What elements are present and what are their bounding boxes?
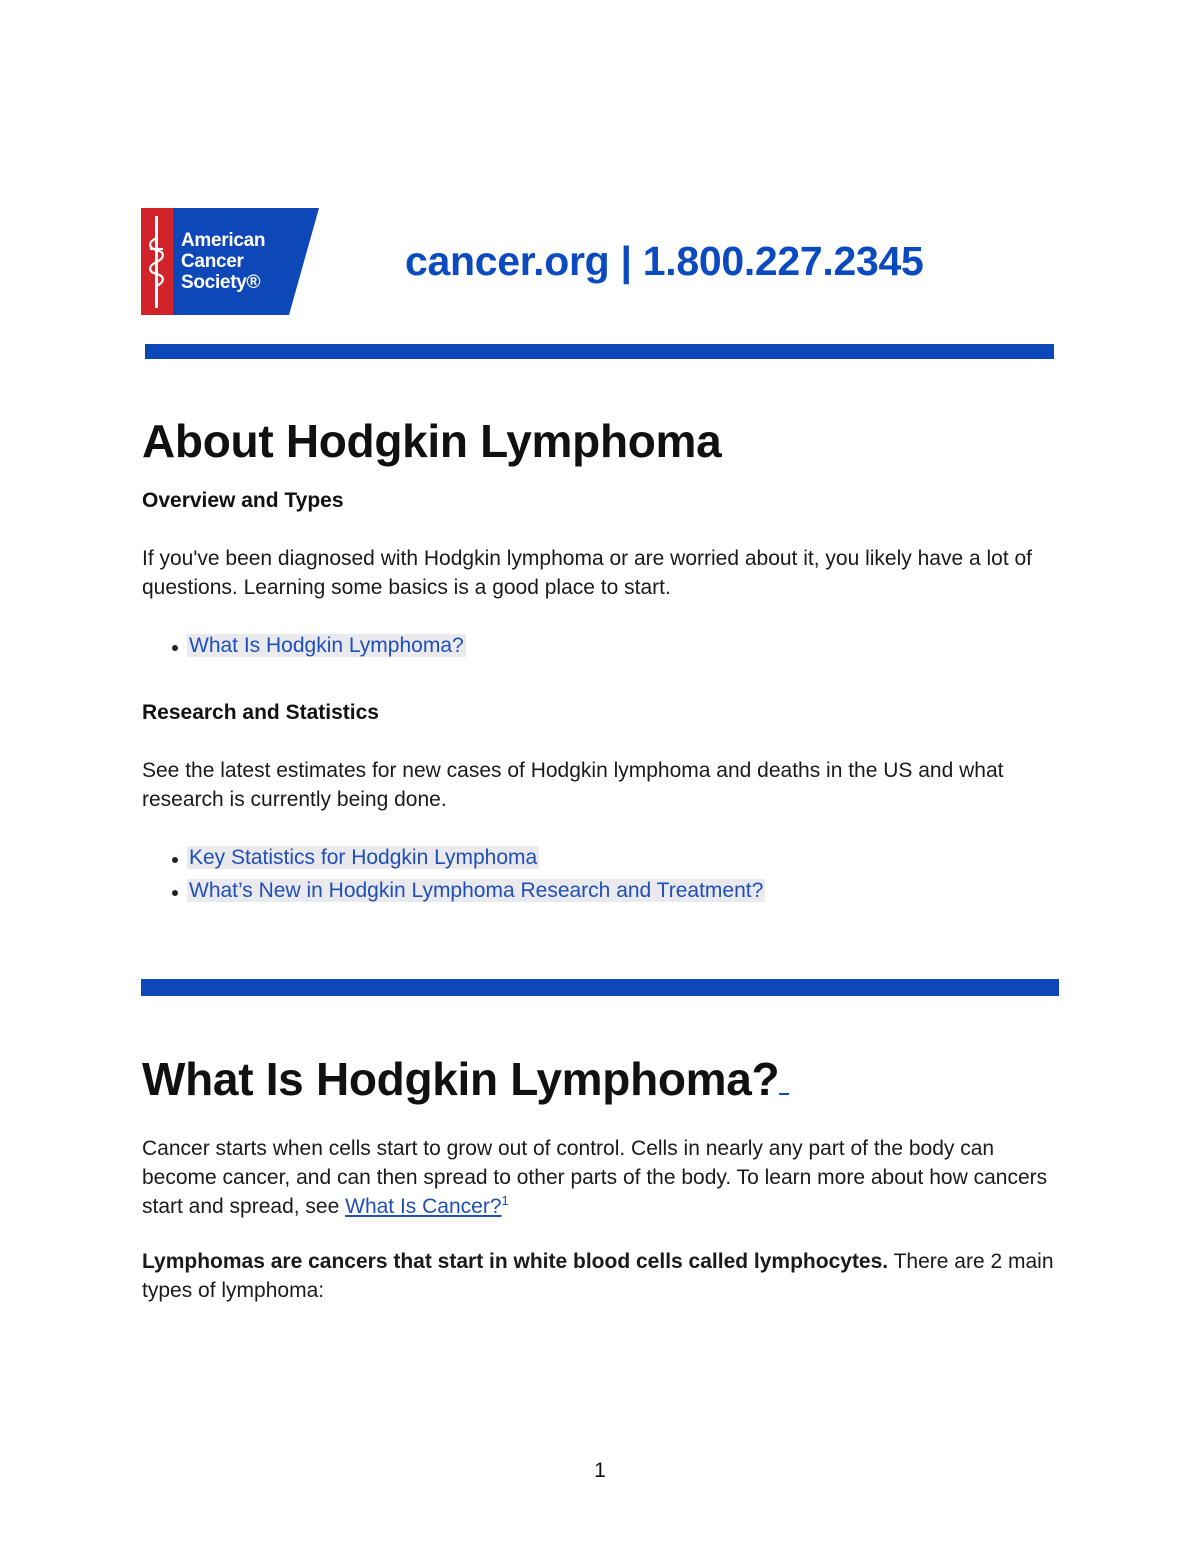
- bullet-icon: [172, 890, 178, 896]
- link-key-statistics[interactable]: Key Statistics for Hodgkin Lymphoma: [189, 846, 538, 869]
- lymphoma-types-text: There are 2 main types of lymphoma:: [142, 1250, 1054, 1302]
- lymphoma-bold-statement: Lymphomas are cancers that start in white blood cells called lymphocytes.: [142, 1250, 889, 1273]
- overview-heading: Overview and Types: [142, 489, 344, 512]
- page-number: 1: [594, 1459, 606, 1482]
- section-title-text: What Is Hodgkin Lymphoma?: [142, 1053, 780, 1105]
- list-item: [160, 876, 765, 909]
- research-link-list: [160, 843, 765, 909]
- american-cancer-society-logo[interactable]: [141, 208, 319, 315]
- bullet-icon: [172, 857, 178, 863]
- link-what-is-hodgkin-lymphoma[interactable]: What Is Hodgkin Lymphoma?: [189, 634, 464, 657]
- research-heading: Research and Statistics: [142, 701, 379, 724]
- section-divider: [141, 979, 1059, 996]
- list-item: [160, 843, 765, 876]
- header-divider: [145, 344, 1054, 359]
- logo-line-2: Cancer: [181, 251, 244, 272]
- section-title: [142, 1052, 789, 1106]
- bullet-icon: [172, 645, 178, 651]
- research-text: See the latest estimates for new cases of Hodgkin lymphoma and deaths in the US and what research is currently being done.: [142, 759, 1004, 811]
- lymphoma-types-paragraph: [142, 1247, 1062, 1305]
- overview-text: If you've been diagnosed with Hodgkin lymphoma or are worried about it, you likely have a lot of questions. Learning some basics is a good place to start.: [142, 547, 1033, 599]
- anchor-underline[interactable]: [779, 1057, 789, 1095]
- link-what-is-cancer[interactable]: What Is Cancer?: [345, 1195, 502, 1218]
- link-whats-new-research[interactable]: What’s New in Hodgkin Lymphoma Research and Treatment?: [189, 879, 764, 902]
- contact-info[interactable]: cancer.org | 1.800.227.2345: [405, 238, 924, 284]
- intro-text: Cancer starts when cells start to grow out of control. Cells in nearly any part of the body can become cancer, and can then spread to other parts of the body. To learn more about how cancers start and spread, see: [142, 1137, 1048, 1218]
- logo-line-1: American: [181, 230, 266, 251]
- overview-link-list: [160, 631, 466, 664]
- footnote-marker[interactable]: 1: [501, 1193, 509, 1208]
- list-item: [160, 631, 466, 664]
- intro-paragraph: [142, 1134, 1062, 1221]
- logo-wordmark: [181, 230, 265, 293]
- logo-line-3: Society®: [181, 272, 261, 293]
- page-title: About Hodgkin Lymphoma: [142, 415, 722, 467]
